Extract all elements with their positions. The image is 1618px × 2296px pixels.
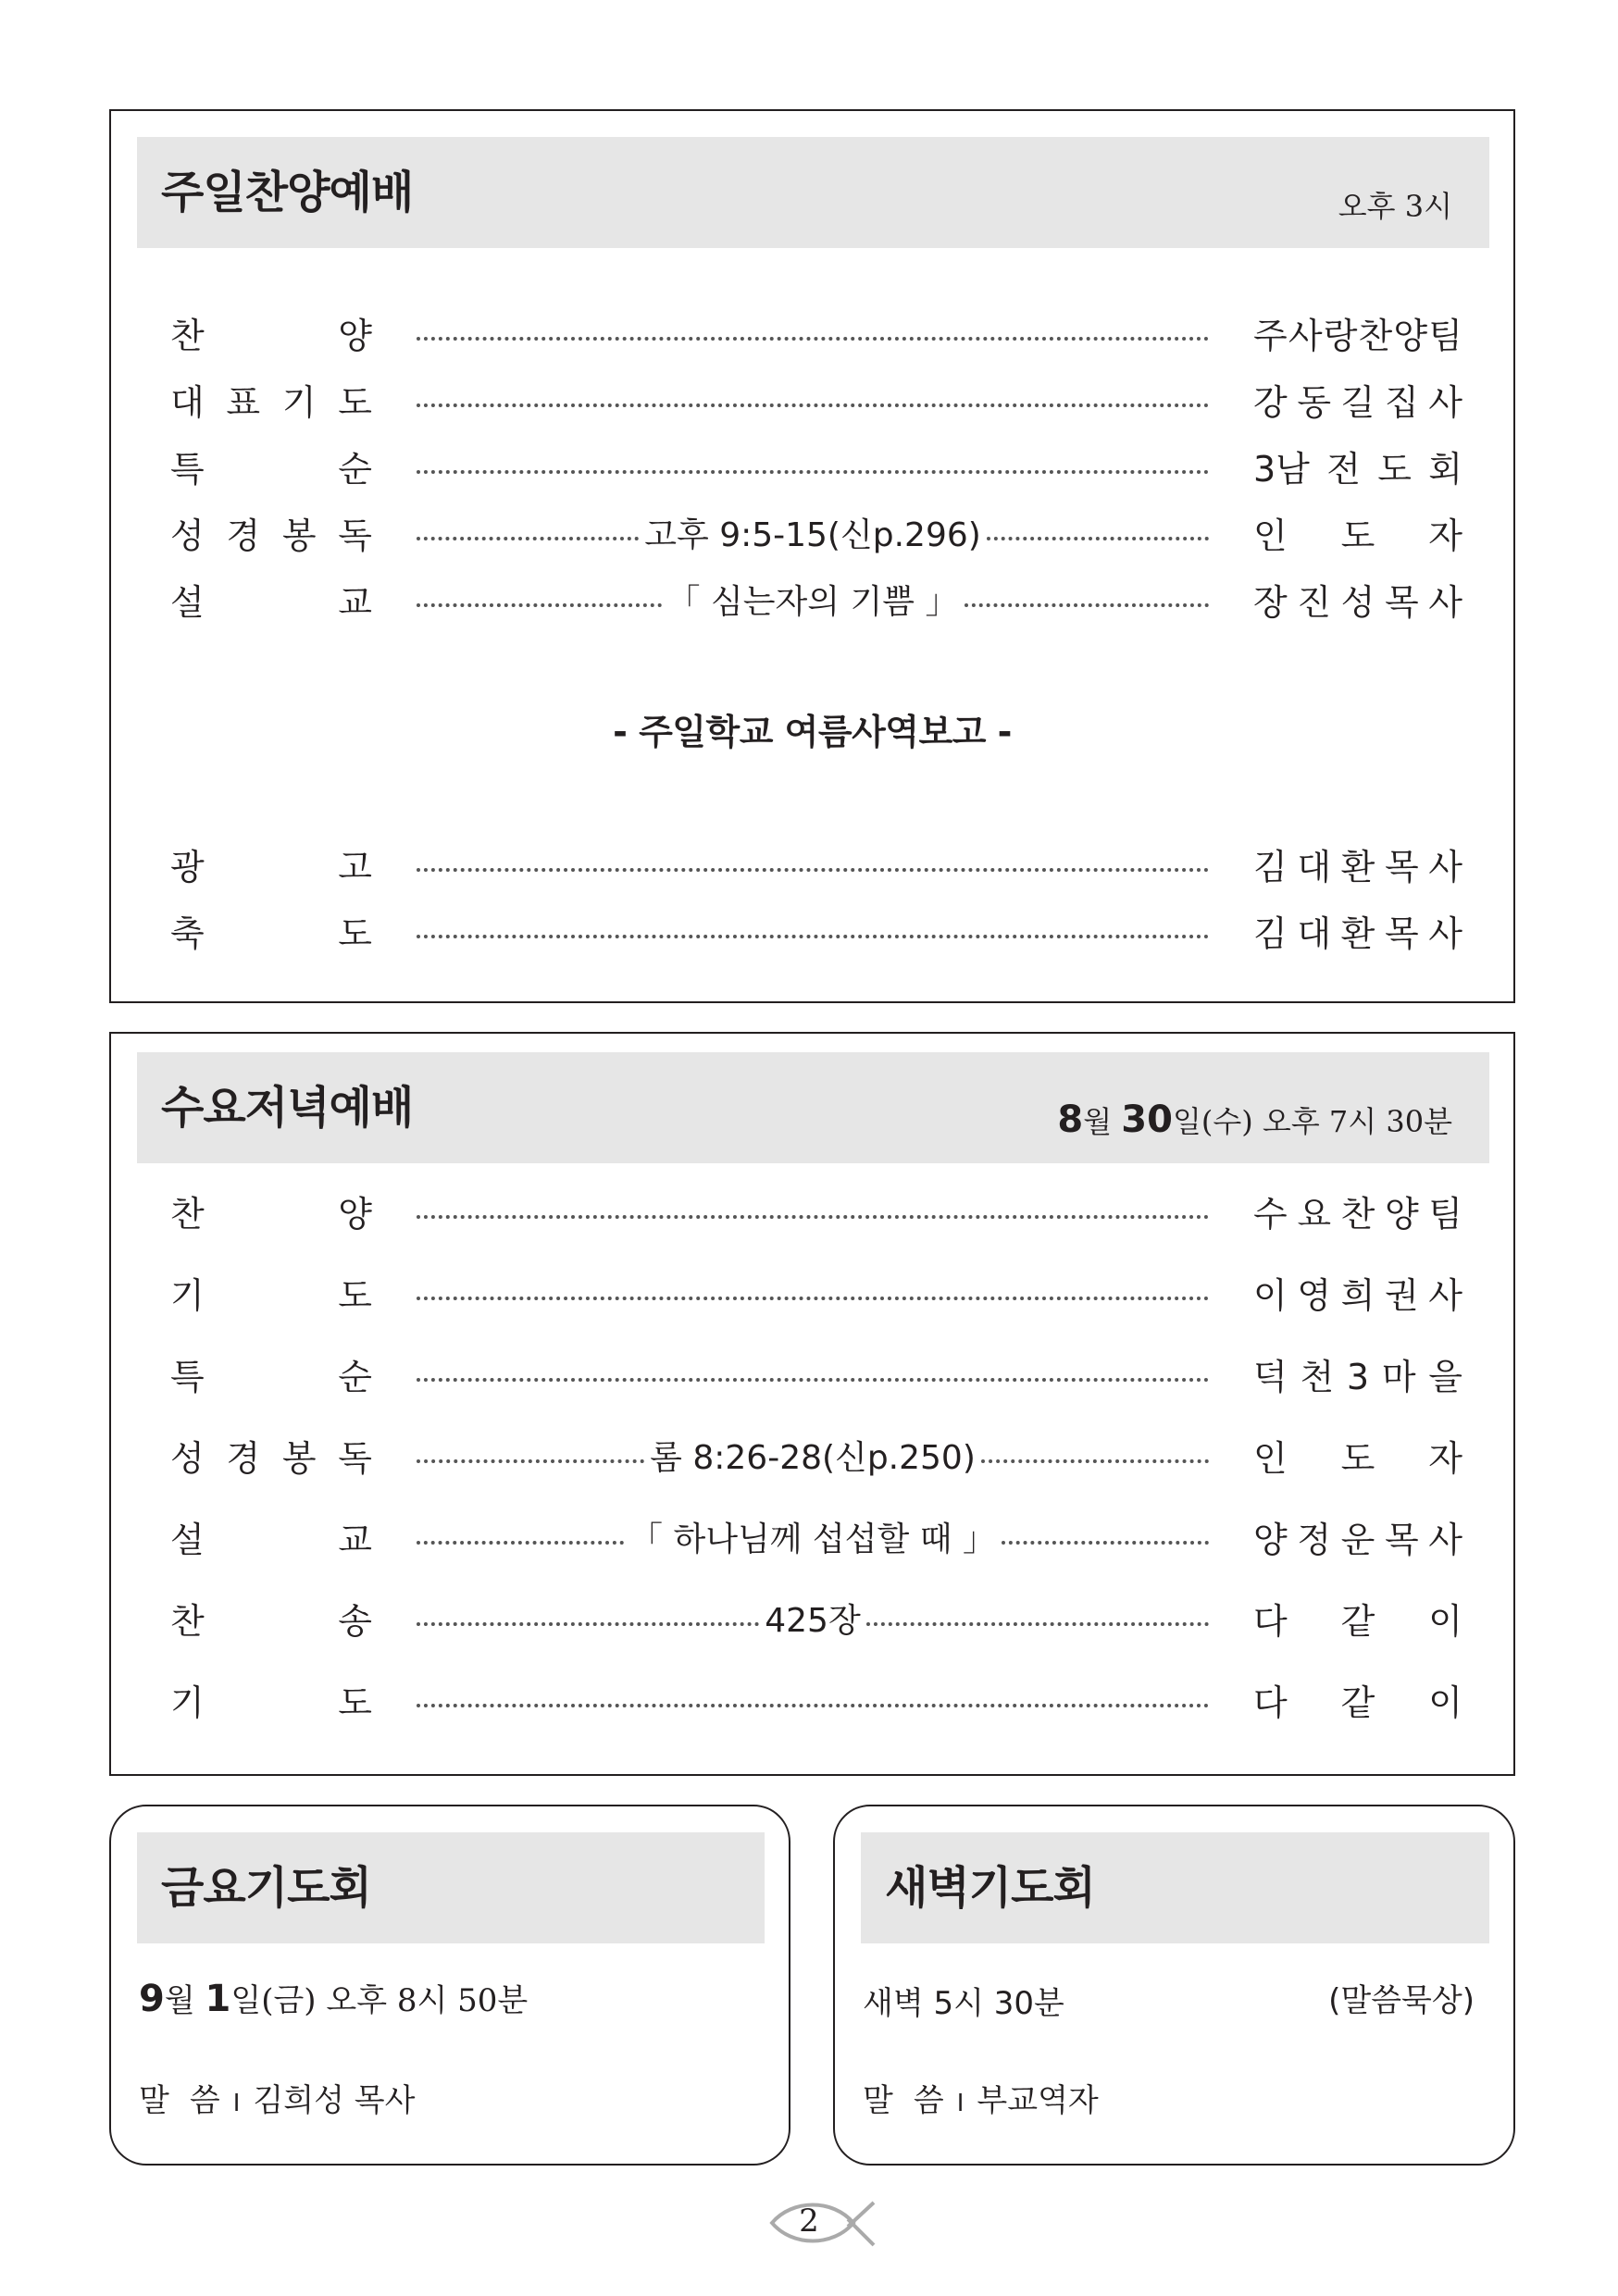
program-item-leader: 다 같 이	[1253, 1601, 1462, 1642]
friday-preacher: 김희성 목사	[253, 2082, 416, 2119]
program-item-detail: 「 하나님께 섭섭할 때 」	[629, 1520, 996, 1558]
program-item-leader: 장 진 성 목 사	[1253, 582, 1462, 623]
program-item-leader-dots	[417, 1188, 1209, 1240]
sunday-service-header	[137, 137, 1489, 248]
program-item-label: 성 경 봉 독	[170, 515, 372, 556]
sunday-service-title: 주일찬양예배	[161, 167, 414, 218]
program-item-label: 축 도	[170, 913, 372, 954]
program-item-leader: 수 요 찬 양 팀	[1253, 1194, 1462, 1235]
dawn-prayer-section	[833, 1805, 1515, 2166]
program-item-label: 기 도	[170, 1275, 372, 1316]
sunday-service-section	[109, 109, 1515, 1003]
program-item-label: 찬 송	[170, 1601, 372, 1642]
friday-prayer-sermon: 말 씀 I 김희성 목사	[139, 2082, 416, 2119]
friday-prayer-section	[109, 1805, 790, 2166]
program-row	[111, 841, 1513, 893]
program-item-label: 찬 양	[170, 1194, 372, 1235]
program-item-leader: 이 영 희 권 사	[1253, 1275, 1462, 1316]
program-item-leader-dots	[417, 1677, 1209, 1729]
program-item-leader-dots	[417, 1595, 1209, 1647]
program-item-label: 찬 양	[170, 316, 372, 356]
program-item-leader: 양 정 운 목 사	[1253, 1520, 1462, 1560]
program-item-leader-dots	[417, 510, 1209, 562]
program-item-leader: 강 동 길 집 사	[1253, 382, 1462, 423]
friday-prayer-title: 금요기도회	[161, 1862, 371, 1914]
program-item-label: 설 교	[170, 1520, 372, 1560]
friday-prayer-header	[137, 1832, 765, 1943]
program-item-leader-dots	[417, 1351, 1209, 1403]
dawn-prayer-title: 새벽기도회	[885, 1862, 1095, 1914]
program-item-leader: 덕 천 3 마 을	[1253, 1357, 1462, 1397]
program-item-leader-dots	[417, 1433, 1209, 1484]
program-row	[111, 1514, 1513, 1566]
program-item-leader-dots	[417, 377, 1209, 428]
page-number: 2	[768, 2195, 879, 2251]
program-row	[111, 1677, 1513, 1729]
program-row	[111, 377, 1513, 428]
program-item-leader-dots	[417, 1270, 1209, 1322]
program-item-leader: 다 같 이	[1253, 1682, 1462, 1723]
program-item-leader-dots	[417, 841, 1209, 893]
program-item-detail: 고후 9:5-15(신p.296)	[644, 516, 981, 554]
program-item-leader: 3남 전 도 회	[1253, 449, 1462, 490]
sunday-special-note: - 주일학교 여름사역보고 -	[613, 712, 1012, 752]
program-item-leader-dots	[417, 443, 1209, 495]
program-item-detail: 425장	[765, 1602, 861, 1640]
dawn-prayer-time: 새벽 5시 30분	[863, 1985, 1064, 2022]
program-item-leader-dots	[417, 577, 1209, 628]
program-item-detail: 롬 8:26-28(신p.250)	[650, 1439, 976, 1477]
program-row	[111, 908, 1513, 960]
program-item-detail: 「 심는자의 기쁨 」	[666, 583, 959, 621]
program-row	[111, 443, 1513, 495]
wednesday-service-header	[137, 1052, 1489, 1163]
program-item-label: 기 도	[170, 1682, 372, 1723]
program-item-leader: 주 사 랑 찬 양 팀	[1253, 316, 1462, 356]
program-row	[111, 310, 1513, 362]
wednesday-service-section	[109, 1032, 1515, 1776]
program-row	[111, 1351, 1513, 1403]
program-item-label: 광 고	[170, 847, 372, 887]
wednesday-service-datetime: 8월 30일(수) 오후 7시 30분	[1057, 1098, 1452, 1141]
program-item-leader-dots	[417, 908, 1209, 960]
program-row	[111, 1433, 1513, 1484]
program-item-leader-dots	[417, 310, 1209, 362]
program-item-label: 설 교	[170, 582, 372, 623]
friday-prayer-datetime: 9월 1일(금) 오후 8시 50분	[139, 1978, 529, 2020]
dawn-prayer-header	[861, 1832, 1489, 1943]
sunday-service-time: 오후 3시	[1338, 189, 1452, 224]
program-row	[111, 1270, 1513, 1322]
program-item-label: 성 경 봉 독	[170, 1438, 372, 1479]
program-item-leader-dots	[417, 1514, 1209, 1566]
wednesday-service-title: 수요저녁예배	[161, 1082, 414, 1134]
program-row	[111, 1595, 1513, 1647]
program-item-leader: 김 대 환 목 사	[1253, 913, 1462, 954]
program-item-label: 특 순	[170, 449, 372, 490]
program-row	[111, 510, 1513, 562]
program-item-leader: 인 도 자	[1253, 1438, 1462, 1479]
program-item-label: 특 순	[170, 1357, 372, 1397]
dawn-preacher: 부교역자	[977, 2082, 1099, 2119]
program-item-leader: 인 도 자	[1253, 515, 1462, 556]
dawn-prayer-sermon: 말 씀 I 부교역자	[863, 2082, 1099, 2119]
program-row	[111, 1188, 1513, 1240]
program-item-leader: 김 대 환 목 사	[1253, 847, 1462, 887]
program-item-label: 대 표 기 도	[170, 382, 372, 423]
dawn-prayer-note: (말씀묵상)	[1328, 1982, 1475, 2019]
program-row	[111, 577, 1513, 628]
